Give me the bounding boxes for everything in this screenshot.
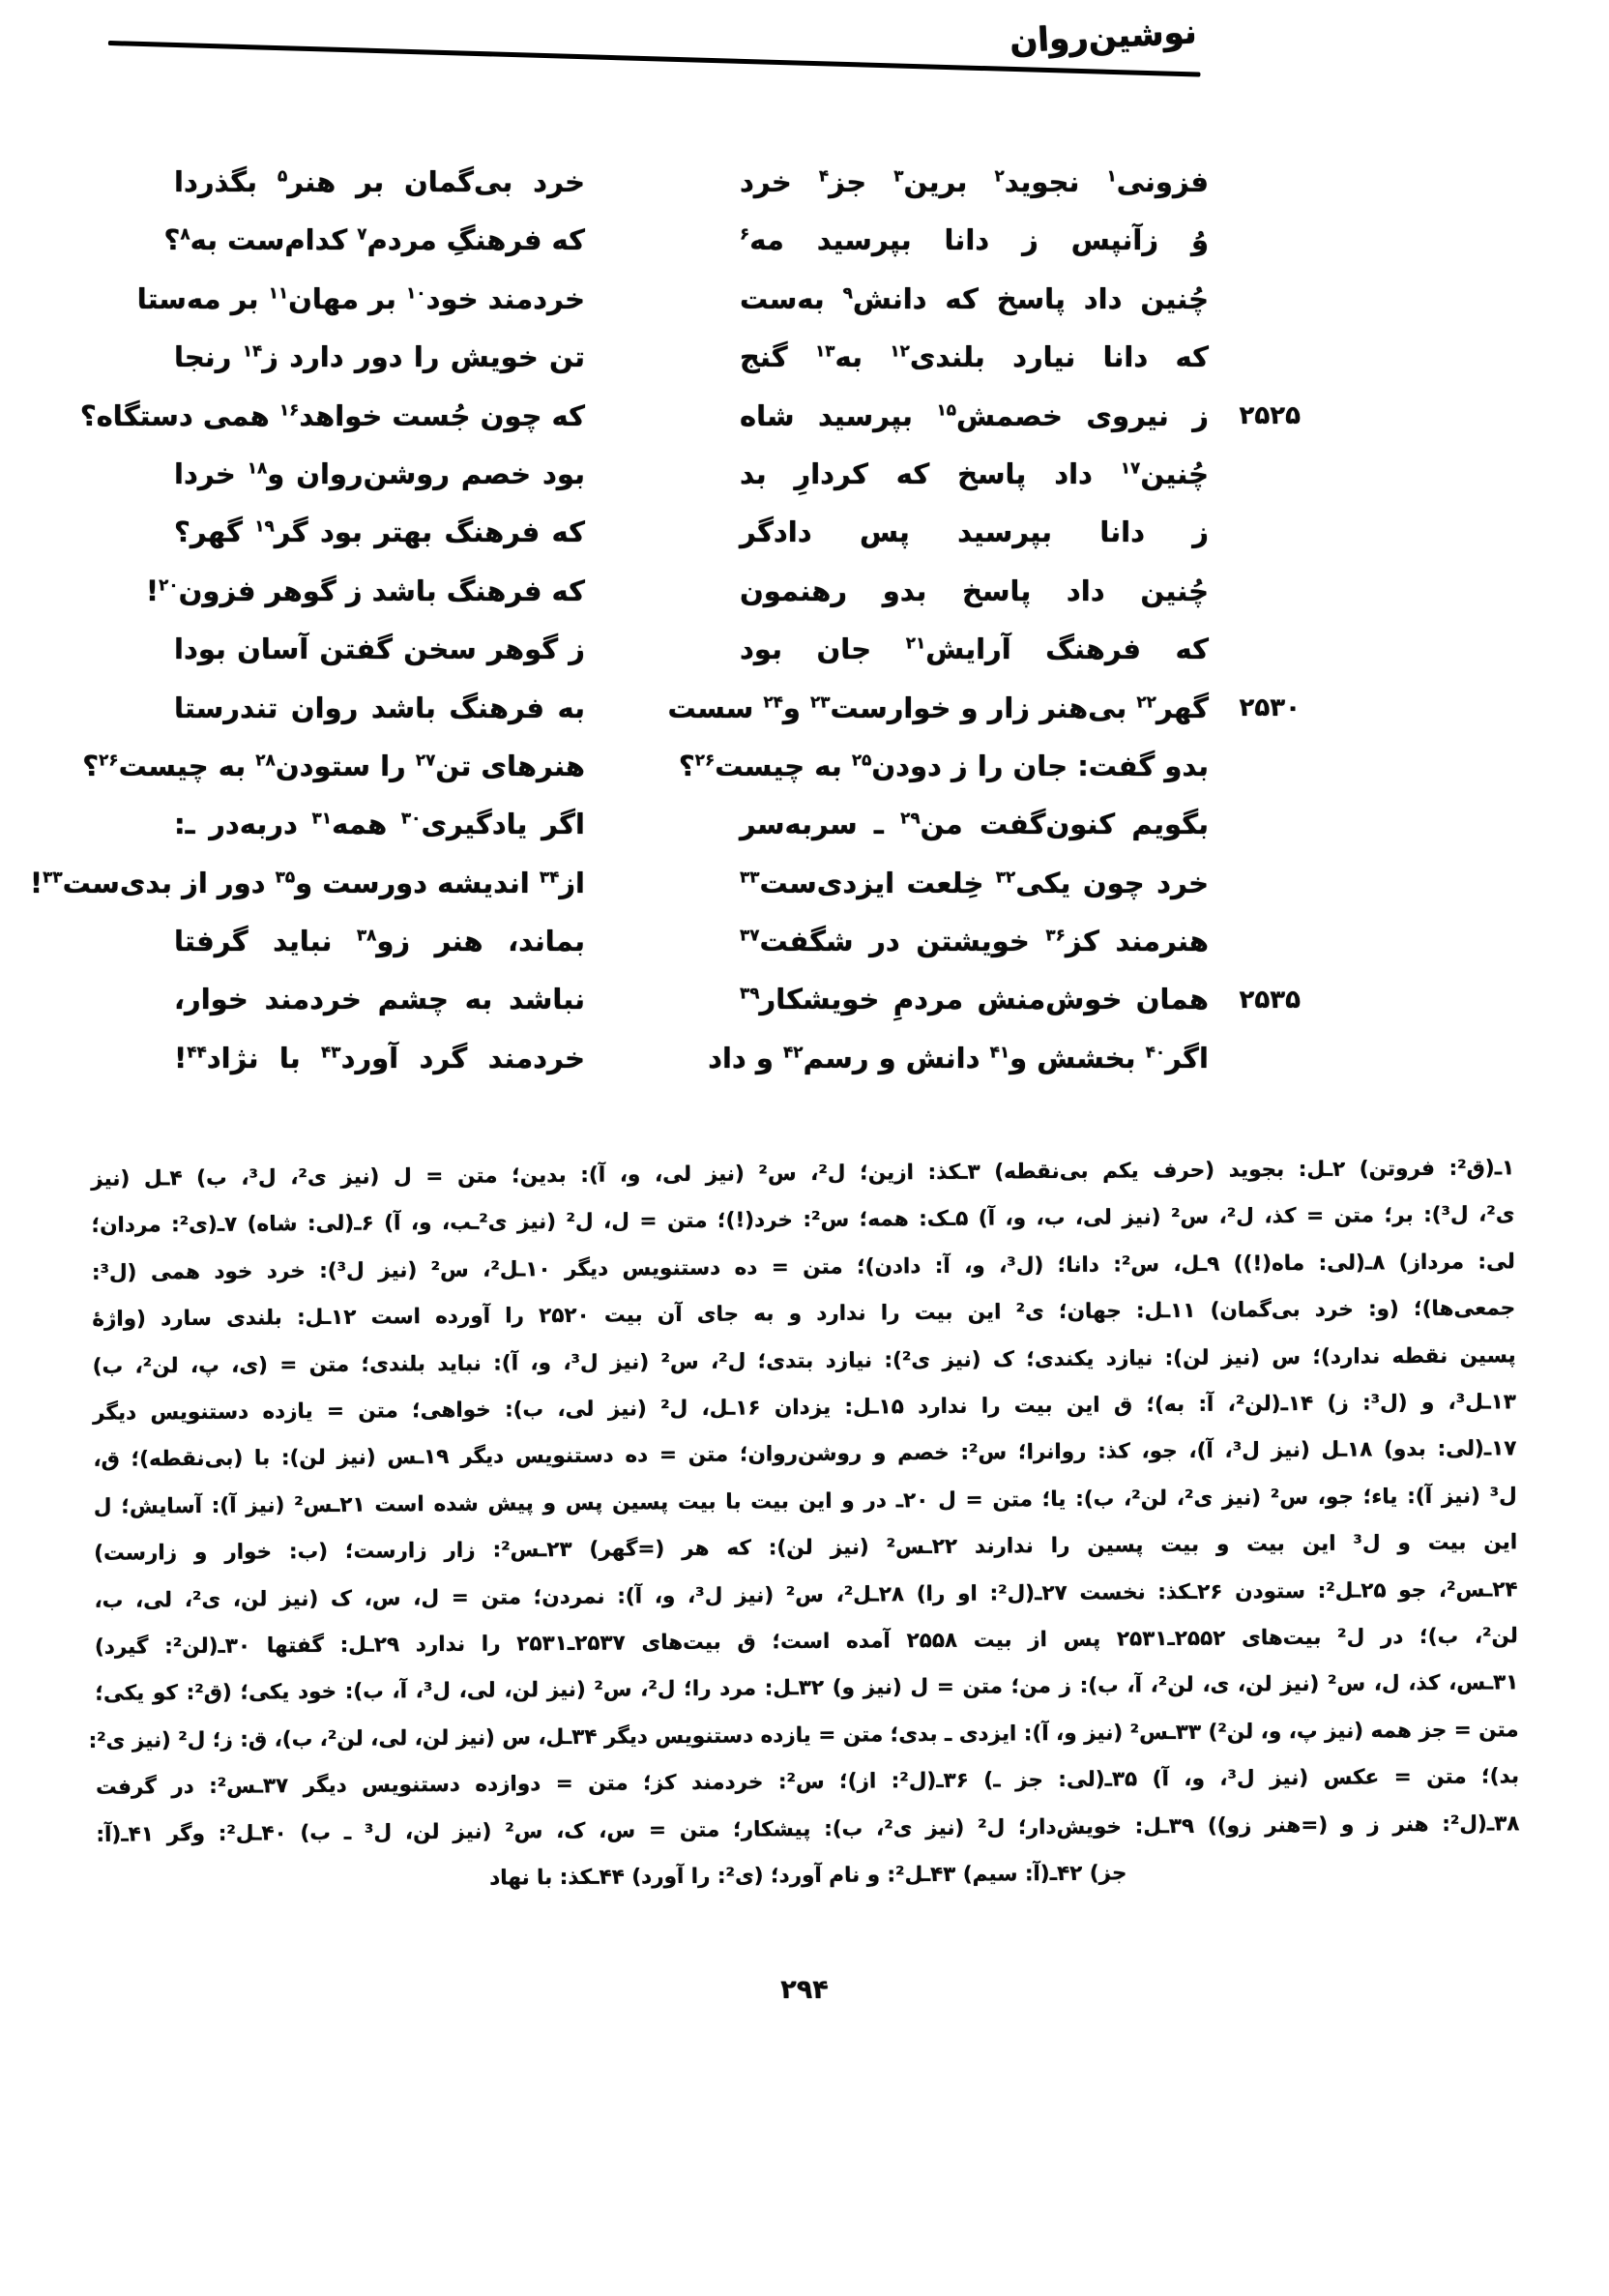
footnote-marker: ۳۴ xyxy=(539,867,560,887)
footnote-marker: ۷ xyxy=(357,223,367,244)
footnote-marker: ۲۷ xyxy=(415,750,436,770)
footnote-marker: ۳۹ xyxy=(740,983,760,1003)
footnote-marker: ۴۰ xyxy=(1145,1042,1166,1062)
footnote-marker: ۲۹ xyxy=(900,808,921,828)
footnote-marker: ۱۶ xyxy=(278,398,300,419)
verse-row xyxy=(174,503,1301,561)
apparatus-line: ۳۱ـس، کذ، ل، س² (نیز لن، ی، لن²، آ، ب): ز من؛ متن = ل (نیز و) ۳۲ـل: مرد را؛ ل²، س² (نیز لن، لی، ل³، آ، ب): خود یکی؛ (ق²: کو یکی؛ xyxy=(95,1670,1519,1707)
hemistich-right: ز نیروی خصمش$^{۱۵}$ بپرسید شاه xyxy=(740,398,1209,432)
verse-row xyxy=(145,562,1301,620)
apparatus-line: جمعی‌ها)؛ (و: خرد بی‌گمان) ۱۱ـل: جهان؛ ی² این بیت را ندارد و به جای آن بیت ۲۵۲۰ را آورده است ۱۲ـل: بلندی سارد (واژهٔ xyxy=(92,1296,1516,1333)
footnote-marker: ۴۳ xyxy=(321,1042,341,1062)
hemistich-left: که چون جُست خواهد$^{۱۶}$ همی دستگاه؟ xyxy=(79,398,585,432)
hemistich-right: چُنین$^{۱۷}$ داد پاسخ که کردارِ بد xyxy=(740,456,1209,490)
footnote-marker: ۱۰ xyxy=(406,282,426,303)
footnote-marker: ۲۳ xyxy=(809,691,831,711)
hemistich-right: گهر$^{۲۲}$ بی‌هنر زار و خوارست$^{۲۳}$ و$^{۲۴}$ سست xyxy=(667,691,1209,724)
footnote-marker: ۱۷ xyxy=(1120,457,1141,478)
verse-row xyxy=(174,620,1301,678)
footnote-marker: ۳۶ xyxy=(1045,925,1066,945)
apparatus-line: جز) ۴۲ـ(آ: سیم) ۴۳ـل²: و نام آورد؛ (ی²: را آورد) ۴۴ـکذ: با نهاد xyxy=(489,1861,1127,1891)
apparatus-line: ۱ـ(ق²: فروتن) ۲ـل: بجوید (حرف یکم بی‌نقطه) ۳ـکذ: ازین؛ ل²، س² (نیز لی، و، آ): بدین؛ متن = ل (نیز ی²، ل³، ب) ۴ـل (نیز xyxy=(91,1156,1515,1192)
running-header-title: نوشین‌روان xyxy=(1008,12,1197,62)
footnote-marker: ۴ xyxy=(818,165,830,186)
footnote-marker: ۳۲ xyxy=(995,867,1016,887)
footnote-marker: ۳۷ xyxy=(740,925,760,945)
verse-number: ۲۵۳۵ xyxy=(1239,985,1301,1015)
footnote-marker: ۸ xyxy=(180,223,190,244)
apparatus-line: این بیت و ل³ این بیت و بیت پسین را ندارند ۲۲ـس² (نیز لن): که هر (=گهر) ۲۳ـس²: زار زارست؛ (ب: خوار و زارست) xyxy=(94,1530,1518,1567)
footnote-marker: ۲۴ xyxy=(763,691,783,711)
hemistich-left: خردمند گرد آورد$^{۴۳}$ با نژاد$^{۴۴}$! xyxy=(174,1041,585,1074)
hemistich-right: بگویم کنون‌گفت من$^{۲۹}$ ـ سربه‌سر xyxy=(740,808,1209,841)
footnote-marker: ۱۴ xyxy=(242,340,263,361)
hemistich-left: بود خصم روشن‌روان و$^{۱۸}$ خردا xyxy=(174,456,585,490)
footnote-marker: ۶ xyxy=(740,223,750,244)
poem-section xyxy=(29,153,1301,1087)
footnote-marker: ۲۸ xyxy=(255,750,276,770)
hemistich-right: هنرمند کز$^{۳۶}$ خویشتن در شگفت$^{۳۷}$ xyxy=(740,925,1209,958)
hemistich-left: ز گوهر سخن گفتن آسان بودا xyxy=(174,633,585,666)
verse-number: ۲۵۲۵ xyxy=(1239,400,1301,430)
footnote-marker: ۱۳ xyxy=(814,340,835,361)
hemistich-left: اگر یادگیری$^{۳۰}$ همه$^{۳۱}$ دربه‌در ـ: xyxy=(174,808,585,841)
footnote-marker: ۹ xyxy=(842,282,853,303)
hemistich-left: هنرهای تن$^{۲۷}$ را ستودن$^{۲۸}$ به چیست$^{۲۶}$؟ xyxy=(82,749,585,782)
footnote-marker: ۲۰ xyxy=(159,574,179,595)
footnote-marker: ۱۲ xyxy=(890,340,910,361)
footnote-marker: ۲ xyxy=(994,165,1005,186)
hemistich-right: بدو گفت: جان را ز دودن$^{۲۵}$ به چیست$^{۲۶}$؟ xyxy=(678,749,1209,782)
apparatus-line: ی²، ل³): بر؛ متن = کذ، ل²، س² (نیز لی، ب، و، آ) ۵ـک: همه؛ س²: خرد(!)؛ متن = ل، ل² (نیز ی²ـب، و، آ) ۶ـ(لی: شاه) ۷ـ(ی²: مردان؛ xyxy=(91,1202,1515,1239)
verse-row xyxy=(174,970,1301,1028)
hemistich-right: چُنین داد پاسخ که دانش$^۹$ به‌ست xyxy=(740,281,1209,315)
verse-row xyxy=(174,153,1301,211)
verse-number: ۲۵۳۰ xyxy=(1239,692,1301,722)
page-number: ۲۹۴ xyxy=(780,1975,829,2005)
apparatus-section xyxy=(88,1145,1520,1905)
apparatus-line: ۳۸ـ(ل²: هنر ز و (=هنر زو)) ۳۹ـل: خویش‌دار؛ ل² (نیز ی²، ب): پیشکار؛ متن = س، ک، س² (نیز لن، ل³ ـ ب) ۴۰ـل²: وگر ۴۱ـ(آ: xyxy=(96,1810,1520,1847)
hemistich-right: ز دانا بپرسید پس دادگر xyxy=(740,515,1209,549)
footnote-marker: ۳۳ xyxy=(43,867,63,887)
footnote-marker: ۳۰ xyxy=(400,808,422,828)
footnote-marker: ۴۲ xyxy=(783,1042,804,1062)
hemistich-left: خرد بی‌گمان بر هنر$^۵$ بگذردا xyxy=(174,165,586,198)
footnote-marker: ۱ xyxy=(1106,165,1117,186)
footnote-marker: ۲۵ xyxy=(851,750,872,770)
verse-row xyxy=(82,737,1301,795)
footnote-marker: ۲۶ xyxy=(694,750,716,770)
hemistich-right: چُنین داد پاسخ بدو رهنمون xyxy=(740,574,1209,607)
footnote-marker: ۱۸ xyxy=(247,457,268,478)
footnote-marker: ۱۹ xyxy=(254,515,275,536)
verse-row xyxy=(29,854,1301,912)
footnote-marker: ۴۱ xyxy=(989,1042,1010,1062)
verse-row xyxy=(174,445,1301,503)
apparatus-line: لن²، ب)؛ در ل² بیت‌های ۲۵۵۲ـ۲۵۳۱ پس از بیت ۲۵۵۸ آمده است؛ ق بیت‌های ۲۵۳۷ـ۲۵۳۱ را ندارد ۲۹ـل: گفتها ۳۰ـ(لن²: گیرد) xyxy=(94,1624,1519,1660)
hemistich-right: که فرهنگ آرایش$^{۲۱}$ جان بود xyxy=(740,633,1209,666)
apparatus-line: بد)؛ متن = عکس (نیز ل³، و، آ) ۳۵ـ(لی: جز ـ) ۳۶ـ(ل²: از)؛ س²: خردمند کز؛ متن = دوازده دستنویس دیگر ۳۷ـس²: در گرفت xyxy=(96,1764,1520,1801)
verse-row xyxy=(136,270,1301,328)
footnote-marker: ۵ xyxy=(277,165,288,186)
apparatus-line: ۱۷ـ(لی: بدو) ۱۸ـل (نیز ل³، آ)، جو، کذ: روانرا؛ س²: خصم و روشن‌روان؛ متن = ده دستنویس دیگر ۱۹ـس (نیز لن): با (بی‌نقطه)؛ ق، xyxy=(93,1436,1517,1473)
hemistich-left: خردمند خود$^{۱۰}$ بر مهان$^{۱۱}$ بر مه‌ستا xyxy=(136,281,585,315)
verse-row xyxy=(174,328,1301,386)
hemistich-left: از$^{۳۴}$ اندیشه دورست و$^{۳۵}$ دور از بدی‌ست$^{۳۳}$! xyxy=(29,866,585,899)
apparatus-line: لی: مرداز) ۸ـ(لی: ماه(!)) ۹ـل، س²: دانا؛ (ل³، و، آ: دادن)؛ متن = ده دستنویس دیگر ۱۰ـل²، س² (نیز ل³): خرد خود همی (ل³: xyxy=(91,1250,1515,1285)
verse-row xyxy=(79,387,1301,445)
verse-row xyxy=(163,211,1301,269)
verse-row xyxy=(174,679,1301,737)
hemistich-left: به فرهنگ باشد روان تندرستا xyxy=(174,691,585,724)
apparatus-line: پسین نقطه ندارد)؛ س (نیز لن): نیازد یکندی؛ ک (نیز ی²): نیازد بتدی؛ ل²، س² (نیز ل³، و، آ): نباید بلندی؛ متن = (ی، پ، لن²، ب) xyxy=(92,1342,1516,1379)
hemistich-left: که فرهنگِ مردم$^۷$ کدام‌ست به$^۸$؟ xyxy=(163,223,585,257)
apparatus-line: ۱۳ـل³، و (ل³: ز) ۱۴ـ(لن²، آ: به)؛ ق این بیت را ندارد ۱۵ـل: یزدان ۱۶ـل، ل² (نیز لی، ب): خواهی؛ متن = یازده دستنویس دیگر xyxy=(92,1390,1517,1426)
apparatus-line: متن = جز همه (نیز پ، و، لن²) ۳۳ـس² (نیز و، آ): ایزدی ـ بدی؛ متن = یازده دستنویس دیگر ۳۴ـل، س (نیز لن، لی، لن²، ب)، ق: ز؛ ل² (نیز ی²: xyxy=(88,1718,1519,1753)
footnote-marker: ۳۵ xyxy=(275,867,296,887)
verse-row xyxy=(174,795,1301,853)
hemistich-right: که دانا نیارد بلندی$^{۱۲}$ به$^{۱۳}$ گنج xyxy=(740,340,1210,374)
hemistich-right: فزونی$^۱$ نجوید$^۲$ برین$^۳$ جز$^۴$ خرد xyxy=(740,165,1209,198)
hemistich-left: که فرهنگ بهتر بود گر$^{۱۹}$ گهر؟ xyxy=(174,515,585,549)
verse-row xyxy=(174,1029,1301,1087)
footnote-marker: ۲۱ xyxy=(905,633,926,653)
footnote-marker: ۱۵ xyxy=(936,398,956,419)
apparatus-line: ل³ (نیز آ): یاء؛ جو، س² (نیز ی²، لن²، ب): یا؛ متن = ل ۲۰ـ در و این بیت با بیت پسین پس و پیش شده است ۲۱ـس² (نیز آ): آسایش؛ ل xyxy=(93,1484,1517,1519)
footnote-marker: ۲۲ xyxy=(1136,691,1156,711)
footnote-marker: ۳۸ xyxy=(356,925,377,945)
hemistich-left: بماند، هنر زو$^{۳۸}$ نباید گرفتا xyxy=(174,925,585,958)
footnote-marker: ۳۱ xyxy=(311,808,333,828)
apparatus-line: ۲۴ـس²، جو ۲۵ـل²: ستودن ۲۶ـکذ: نخست ۲۷ـ(ل²: او را) ۲۸ـل²، س² (نیز ل³، و، آ): نمردن؛ متن = ل، س، ک (نیز لن، ی²، لی، ب، xyxy=(94,1576,1518,1613)
hemistich-left: که فرهنگ باشد ز گوهر فزون$^{۲۰}$! xyxy=(145,574,585,607)
verse-row xyxy=(174,912,1301,970)
hemistich-left: نباشد به چشم خردمند خوار، xyxy=(174,983,585,1016)
hemistich-right: همان خوش‌منش مردمِ خویشکار$^{۳۹}$ xyxy=(740,983,1209,1016)
footnote-marker: ۳ xyxy=(893,165,904,186)
footnote-marker: ۲۶ xyxy=(99,750,119,770)
hemistich-left: تن خویش را دور دارد ز$^{۱۴}$ رنجا xyxy=(174,340,585,374)
footnote-marker: ۱۱ xyxy=(268,282,289,303)
hemistich-right: خرد چون یکی$^{۳۲}$ خِلعت ایزدی‌ست$^{۳۳}$ xyxy=(740,866,1209,899)
hemistich-right: اگر$^{۴۰}$ بخشش و$^{۴۱}$ دانش و رسم$^{۴۲}$ و داد xyxy=(708,1041,1209,1074)
hemistich-right: وُ زآنپس ز دانا بپرسید مه$^۶$ xyxy=(740,223,1209,257)
footnote-marker: ۳۳ xyxy=(740,867,760,887)
footnote-marker: ۴۴ xyxy=(187,1042,207,1062)
